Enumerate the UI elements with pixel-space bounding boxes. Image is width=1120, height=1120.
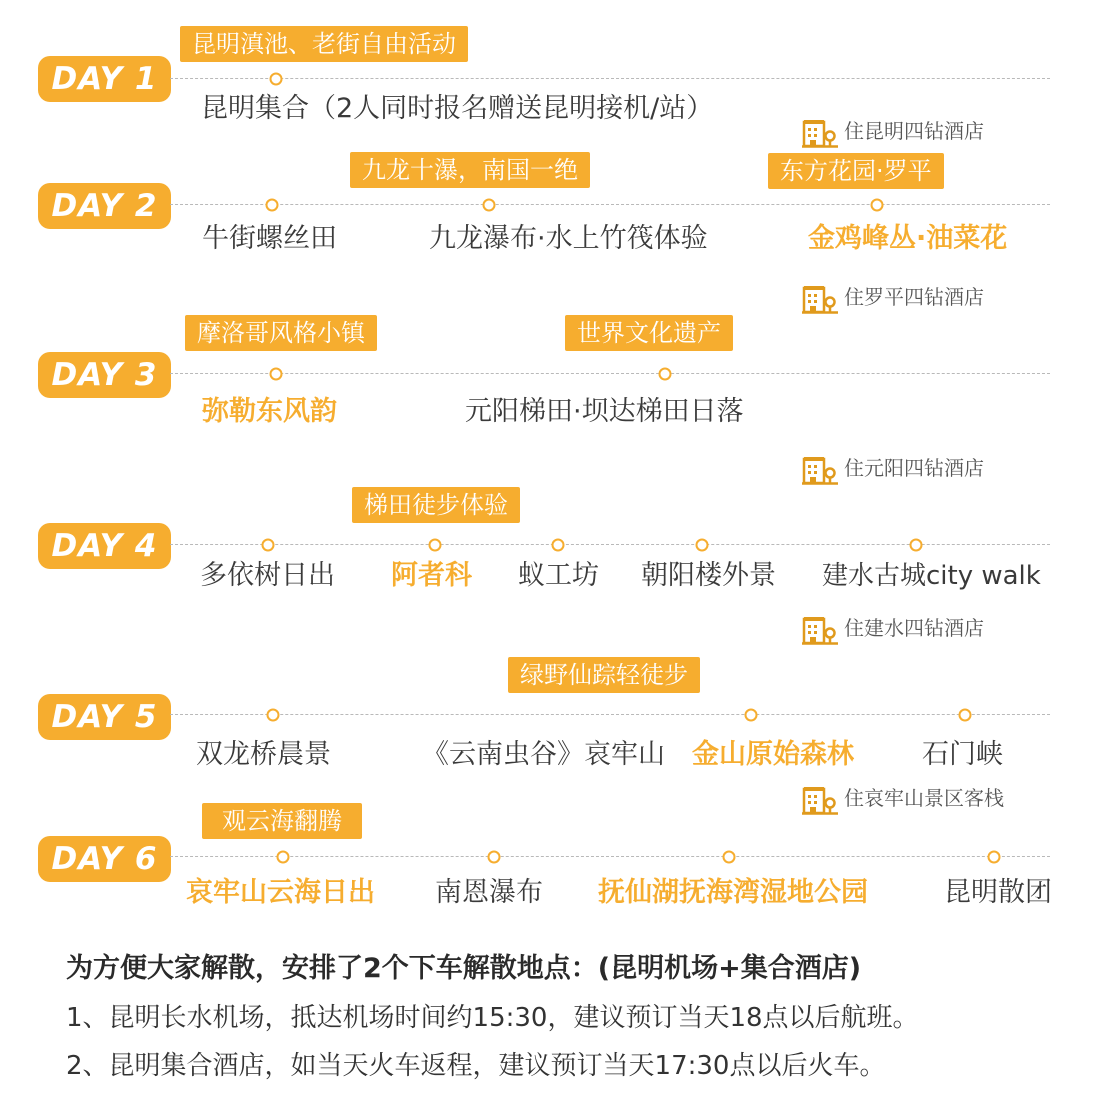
timeline-dot (910, 539, 923, 552)
hotel-info (802, 613, 984, 643)
hotel-label: 住昆明四钻酒店 (844, 119, 984, 143)
timeline-dot (723, 851, 736, 864)
timeline-dot (277, 851, 290, 864)
place-label-highlight: 金山原始森林 (692, 739, 854, 770)
place-label: 昆明散团 (944, 877, 1052, 908)
place-label-highlight: 哀牢山云海日出 (186, 877, 375, 908)
timeline-dot (988, 851, 1001, 864)
tag: 昆明滇池、老街自由活动 (180, 26, 468, 62)
tag: 梯田徒步体验 (352, 487, 520, 523)
place-label: 蚁工坊 (518, 560, 599, 591)
place-label-highlight: 金鸡峰丛·油菜花 (808, 223, 1008, 254)
timeline-dot (483, 199, 496, 212)
dismissal-notes (66, 944, 1106, 1090)
hotel-label: 住元阳四钻酒店 (844, 456, 984, 480)
place-label: 多依树日出 (200, 560, 335, 591)
timeline-dot (696, 539, 709, 552)
tag: 九龙十瀑，南国一绝 (350, 152, 590, 188)
timeline-line (170, 856, 1050, 857)
hotel-info (802, 282, 984, 312)
note-line-2: 2、昆明集合酒店，如当天火车返程，建议预订当天17:30点以后火车。 (66, 1051, 886, 1081)
hotel-icon (802, 284, 838, 314)
day-badge: DAY 1 (38, 56, 171, 102)
timeline-dot (267, 709, 280, 722)
tag: 绿野仙踪轻徒步 (508, 657, 700, 693)
hotel-icon (802, 455, 838, 485)
place-label: 九龙瀑布·水上竹筏体验 (429, 223, 708, 254)
hotel-icon (802, 118, 838, 148)
place-label: 牛街螺丝田 (202, 223, 337, 254)
hotel-icon (802, 785, 838, 815)
timeline-dot (871, 199, 884, 212)
note-line-1: 1、昆明长水机场，抵达机场时间约15:30，建议预订当天18点以后航班。 (66, 1003, 919, 1033)
place-label: 南恩瀑布 (435, 877, 543, 908)
timeline-dot (270, 73, 283, 86)
tag: 观云海翻腾 (202, 803, 362, 839)
tag: 东方花园·罗平 (768, 153, 944, 189)
day-badge: DAY 6 (38, 836, 171, 882)
notes-title: 为方便大家解散，安排了2个下车解散地点：(昆明机场+集合酒店) (66, 953, 862, 984)
place-label: 双龙桥晨景 (196, 739, 331, 770)
timeline-line (170, 78, 1050, 79)
place-label-highlight: 阿者科 (391, 560, 472, 591)
timeline-dot (488, 851, 501, 864)
timeline-dot (745, 709, 758, 722)
hotel-label: 住罗平四钻酒店 (844, 285, 984, 309)
timeline-dot (266, 199, 279, 212)
hotel-icon (802, 615, 838, 645)
hotel-label: 住哀牢山景区客栈 (844, 786, 1004, 810)
timeline-dot (429, 539, 442, 552)
day-badge: DAY 4 (38, 523, 171, 569)
tag: 摩洛哥风格小镇 (185, 315, 377, 351)
timeline-dot (262, 539, 275, 552)
place-label: 《云南虫谷》哀牢山 (422, 739, 665, 770)
hotel-label: 住建水四钻酒店 (844, 616, 984, 640)
place-label: 朝阳楼外景 (641, 560, 776, 591)
place-label: 建水古城city walk (822, 561, 1041, 591)
hotel-info (802, 783, 1004, 813)
place-label-highlight: 抚仙湖抚海湾湿地公园 (598, 877, 868, 908)
timeline-line (170, 714, 1050, 715)
timeline-dot (659, 368, 672, 381)
timeline-line (170, 373, 1050, 374)
hotel-info (802, 453, 984, 483)
day-badge: DAY 5 (38, 694, 171, 740)
place-label: 石门峡 (922, 739, 1003, 770)
timeline-dot (959, 709, 972, 722)
place-label: 元阳梯田·坝达梯田日落 (465, 396, 744, 427)
day-badge: DAY 3 (38, 352, 171, 398)
timeline-line (170, 204, 1050, 205)
place-label-highlight: 弥勒东风韵 (202, 396, 337, 427)
tag: 世界文化遗产 (565, 315, 733, 351)
day-badge: DAY 2 (38, 183, 171, 229)
place-label: 昆明集合（2人同时报名赠送昆明接机/站） (201, 93, 714, 124)
hotel-info (802, 116, 984, 146)
timeline-dot (552, 539, 565, 552)
timeline-dot (270, 368, 283, 381)
